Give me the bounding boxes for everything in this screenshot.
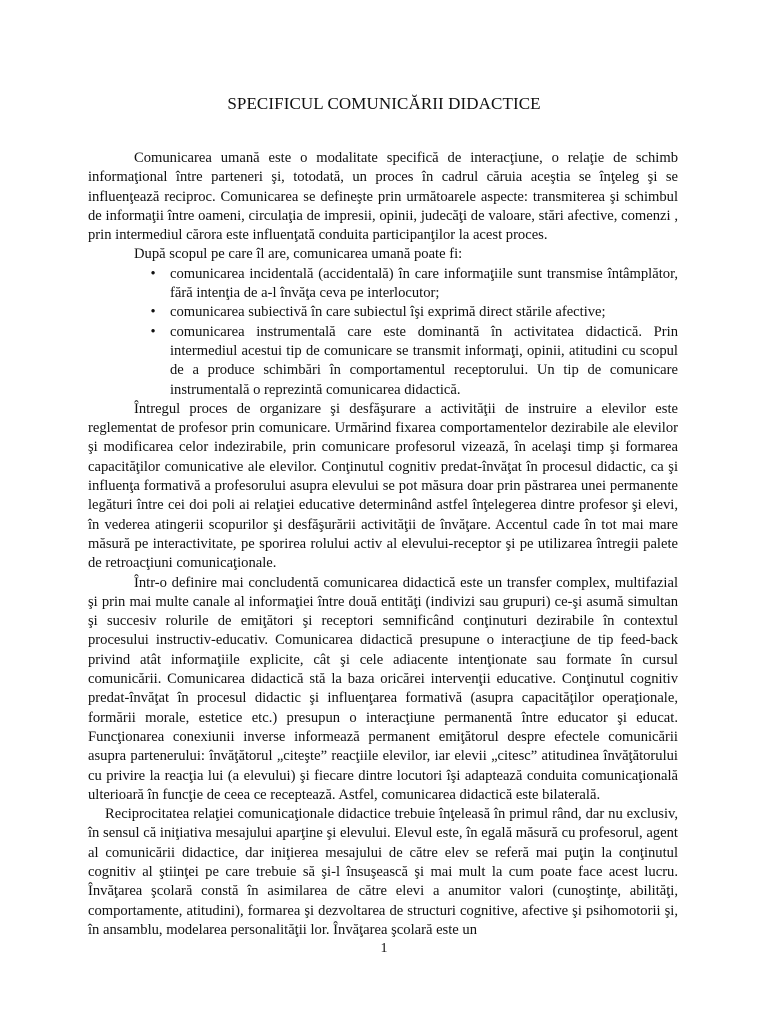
paragraph-5: Reciprocitatea relaţiei comunicaţionale didactice trebuie înţeleasă în primul rând, dar nu exclusiv, în sensul că iniţiativa mesajului aparţine şi elevului. Elevul este, în egală măsură cu profesorul, agent al comunicării didactice, dar iniţierea mesajului de către elev se referă mai puţin la conţinutul cognitiv al ştiinţei pe care trebuie să şi-l însuşească şi mai mult la cum poate face acest lucru. Învăţarea şcolară constă în asimilarea de către elevi a anumitor valori (cunoştinţe, abilităţi, comportamente, atitudini), formarea şi dezvoltarea de structuri cognitive, afective şi psihomotorii şi, în ansamblu, modelarea personalităţii lor. Învăţarea şcolară este un: [88, 806, 678, 938]
list-item: [150, 303, 678, 322]
list-item-text: comunicarea subiectivă în care subiectul îşi exprimă direct stările afective;: [170, 304, 606, 321]
list-item: [150, 265, 678, 304]
paragraph-2: După scopul pe care îl are, comunicarea umană poate fi:: [134, 246, 463, 263]
bullet-icon: •: [150, 304, 156, 321]
list-item-text: comunicarea instrumentală care este dominantă în activitatea didactică. Prin intermediul acestui tip de comunicare se transmit informaţi, opinii, atitudini cu scopul de a produce schimbări în comportamentul receptorului. Un tip de comunicare instrumentală o reprezintă comunicarea didactică.: [170, 323, 678, 398]
page-number: 1: [380, 941, 388, 956]
bullet-icon: •: [150, 265, 156, 282]
list-item: [150, 323, 678, 400]
paragraph-1: Comunicarea umană este o modalitate specifică de interacţiune, o relaţie de schimb informaţional între parteneri şi, totodată, un proces în cadrul căruia aceştia se înţeleg şi se influenţează reciproc. Comunicarea se defineşte prin următoarele aspecte: transmiterea şi schimbul de informaţii între oameni, circulaţia de impresii, opinii, judecăţi de valoare, stări afective, comenzi , prin intermediul cărora este influenţată conduita participanţilor la acest proces.: [88, 150, 678, 244]
list-item-text: comunicarea incidentală (accidentală) în care informaţiile sunt transmise întâmplător, fără intenţia de a-l învăţa ceva pe interlocutor;: [170, 265, 678, 302]
paragraph-4: Într-o definire mai concludentă comunicarea didactică este un transfer complex, multifazial şi prin mai multe canale al informaţiei între două entităţi (indivizi sau grupuri) ce-şi asumă simultan şi succesiv rolurile de emiţători şi receptori semnificând conţinuturi dezirabile în contextul procesului instructiv-educativ. Comunicarea didactică presupune o interacţiune de tip feed-back privind atât informaţiile explicite, cât şi cele adiacente intenţionate sau formate în cursul comunicării. Comunicarea didactică stă la baza oricărei intervenţii educative. Conţinutul cognitiv predat-învăţat în procesul didactic şi influenţarea formativă (asupra capacităţilor operaţionale, formării morale, estetice etc.) presupun o interacţiune permanentă între educator şi educat. Funcţionarea conexiunii inverse informează permanent emiţătorul despre efectele comunicării asupra partenerului: învăţătorul „citeşte” reacţiile elevilor, iar elevii „citesc” atitudinea învăţătorului cu privire la reacţia lui (a elevului) şi fiecare dintre locutori îşi adaptează conduita comunicaţională ulterioară în funcţie de ceea ce receptează. Astfel, comunicarea didactică este bilaterală.: [88, 574, 678, 803]
page-title: SPECIFICUL COMUNICĂRII DIDACTICE: [227, 94, 541, 113]
document-body: [88, 149, 678, 940]
bullet-list: [88, 265, 678, 400]
bullet-icon: •: [150, 323, 156, 340]
paragraph-3: Întregul proces de organizare şi desfăşurare a activităţii de instruire a elevilor este reglementat de profesor prin comunicare. Urmărind fixarea comportamentelor dezirabile ale elevilor şi modificarea celor indezirabile, prin comunicare profesorul vizează, în acelaşi timp şi formarea capacităţilor comunicative ale elevilor. Conţinutul cognitiv predat-învăţat în procesul didactic, ca şi influenţa formativă a profesorului asupra elevului se pot măsura doar prin păstrarea unei permanente legături între cei doi poli ai relaţiei educative determinând astfel înţelegerea dintre profesor şi elevi, în vederea atingerii scopurilor şi desfăşurării activităţii de învăţare. Accentul cade în tot mai mare măsură pe interactivitate, pe sporirea rolului activ al elevului-receptor şi pe utilizarea întregii palete de retroacţiuni comunicaţionale.: [88, 400, 678, 572]
